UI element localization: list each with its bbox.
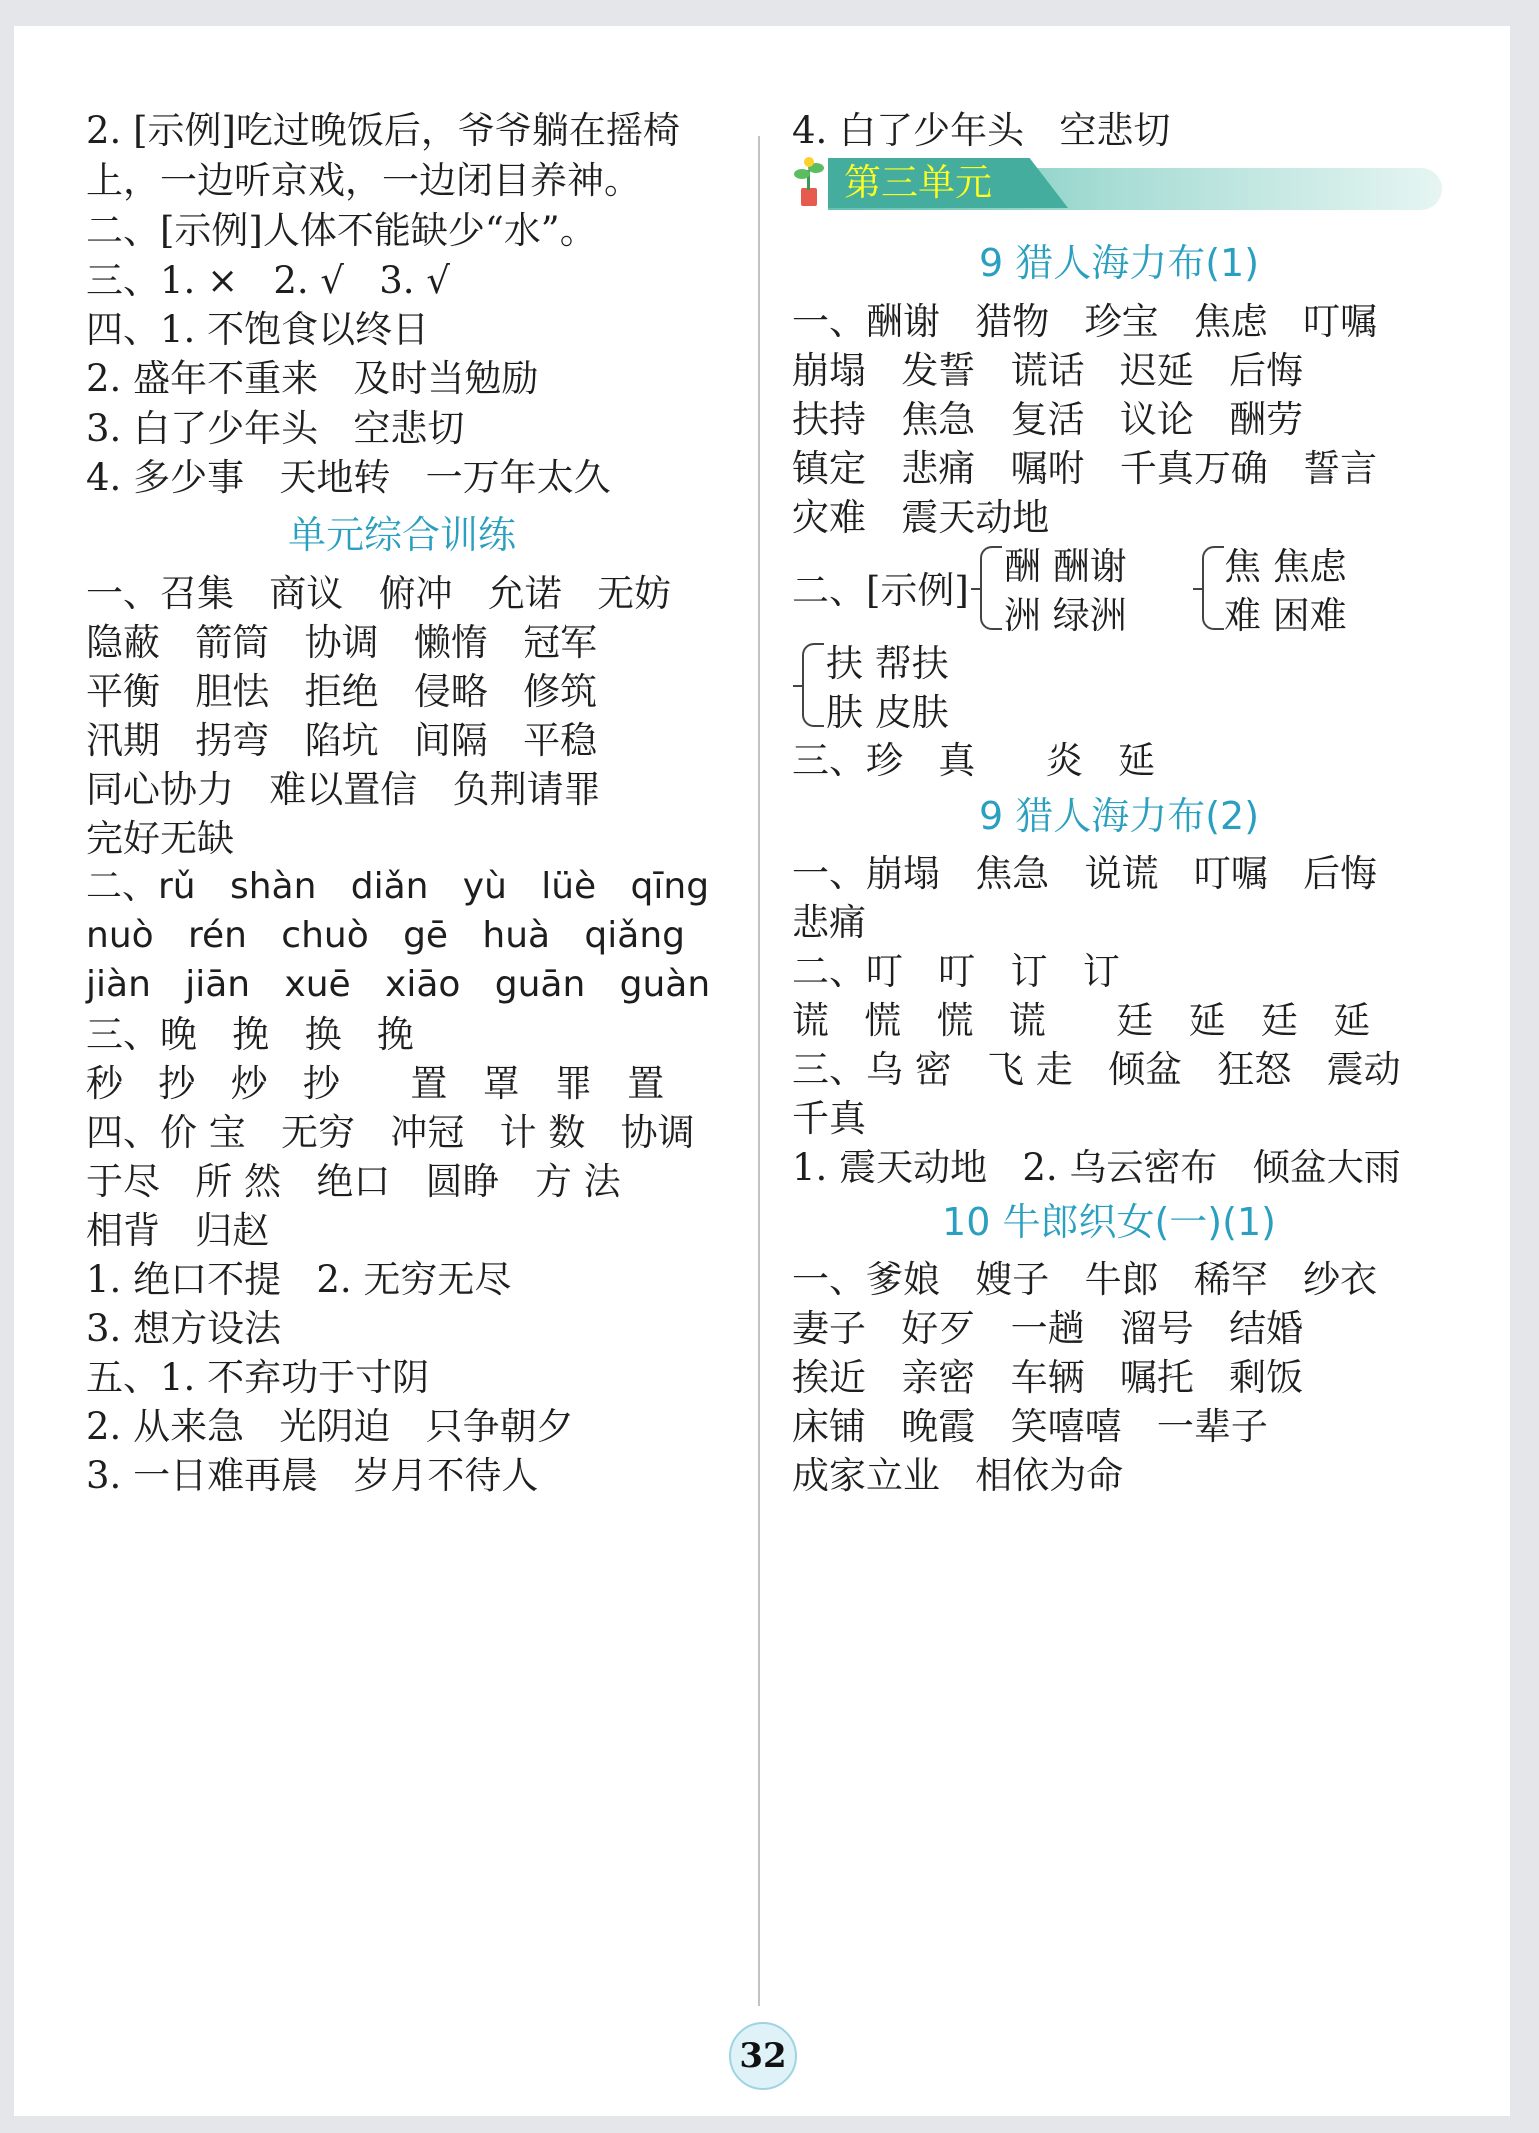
- answer-line: 四、价 宝 无穷 冲冠 计 数 协调: [86, 1111, 695, 1154]
- brace-item: 扶 帮扶: [826, 642, 949, 685]
- answer-line: 完好无缺: [86, 817, 234, 860]
- lesson-title: 10 牛郎织女(一)(1): [942, 1200, 1276, 1244]
- answer-line: 成家立业 相依为命: [792, 1454, 1124, 1497]
- answer-line: 于尽 所 然 绝口 圆睁 方 法: [86, 1160, 621, 1203]
- answer-line: 扶持 焦急 复活 议论 酬劳: [792, 398, 1304, 441]
- brace: [802, 643, 824, 727]
- answer-line: 二、叮 叮 订 订: [792, 950, 1120, 993]
- answer-line: 挨近 亲密 车辆 嘱托 剩饭: [792, 1356, 1304, 1399]
- answer-line: 1. 震天动地 2. 乌云密布 倾盆大雨: [792, 1146, 1401, 1189]
- answer-line: 上，一边听京戏，一边闭目养神。: [86, 159, 641, 202]
- answer-line: 2. [示例]吃过晚饭后，爷爷躺在摇椅: [86, 109, 680, 152]
- answer-line: 床铺 晚霞 笑嘻嘻 一辈子: [792, 1405, 1268, 1448]
- answer-line: 五、1. 不弃功于寸阴: [86, 1356, 430, 1399]
- brace: [980, 546, 1002, 630]
- lesson-title: 9 猎人海力布(1): [978, 241, 1260, 285]
- answer-line: 三、晚 挽 换 挽: [86, 1013, 414, 1056]
- answer-line: 同心协力 难以置信 负荆请罪: [86, 768, 601, 811]
- pinyin-line: jiàn jiān xuē xiāo guān guàn: [86, 964, 711, 1005]
- brace-item: 肤 皮肤: [826, 691, 949, 734]
- answer-line: 三、1. × 2. √ 3. √: [86, 259, 450, 302]
- answer-line: 三、珍 真 炎 延: [792, 739, 1156, 782]
- unit-banner: [792, 154, 1442, 214]
- answer-line: 四、1. 不饱食以终日: [86, 308, 430, 351]
- answer-line: 二、[示例]人体不能缺少“水”。: [86, 209, 597, 252]
- answer-line: 悲痛: [792, 901, 866, 944]
- answer-line: 3. 想方设法: [86, 1307, 282, 1350]
- answer-line: 2. 从来急 光阴迫 只争朝夕: [86, 1405, 574, 1448]
- answer-line: 三、乌 密 飞 走 倾盆 狂怒 震动: [792, 1048, 1401, 1091]
- answer-line: 一、爹娘 嫂子 牛郎 稀罕 纱衣: [792, 1258, 1378, 1301]
- answer-line: 镇定 悲痛 嘱咐 千真万确 誓言: [792, 447, 1378, 490]
- page-number: 32: [729, 2022, 797, 2090]
- answer-line: 3. 白了少年头 空悲切: [86, 407, 465, 450]
- answer-line: 相背 归赵: [86, 1209, 270, 1252]
- answer-line: 汛期 拐弯 陷坑 间隔 平稳: [86, 719, 598, 762]
- answer-line: 妻子 好歹 一趟 溜号 结婚: [792, 1307, 1304, 1350]
- pinyin-line: 二、rǔ shàn diǎn yù lüè qīng: [86, 866, 710, 907]
- answer-line: 一、召集 商议 俯冲 允诺 无妨: [86, 572, 672, 615]
- pinyin-line: nuò rén chuò gē huà qiǎng: [86, 915, 686, 956]
- unit-title: 第三单元: [844, 161, 992, 204]
- answer-line: 4. 白了少年头 空悲切: [792, 109, 1171, 152]
- answer-line: 隐蔽 箭筒 协调 懒惰 冠军: [86, 621, 598, 664]
- answer-line: 秒 抄 炒 抄 置 罩 罪 置: [86, 1062, 665, 1105]
- answer-line: 3. 一日难再晨 岁月不待人: [86, 1454, 539, 1497]
- question-label: 二、[示例]: [792, 569, 969, 612]
- answer-line: 一、崩塌 焦急 说谎 叮嘱 后悔: [792, 852, 1378, 895]
- answer-line: 一、酬谢 猎物 珍宝 焦虑 叮嘱: [792, 300, 1378, 343]
- lesson-title: 9 猎人海力布(2): [978, 794, 1260, 838]
- answer-line: 灾难 震天动地: [792, 496, 1050, 539]
- section-title: 单元综合训练: [287, 513, 516, 557]
- workbook-page: [14, 26, 1510, 2116]
- brace-item: 酬 酬谢: [1004, 545, 1127, 588]
- brace-item: 难 困难: [1224, 594, 1347, 637]
- answer-line: 千真: [792, 1097, 866, 1140]
- answer-line: 崩塌 发誓 谎话 迟延 后悔: [792, 349, 1304, 392]
- plant-icon: [792, 156, 826, 208]
- answer-line: 2. 盛年不重来 及时当勉励: [86, 357, 539, 400]
- answer-line: 4. 多少事 天地转 一万年太久: [86, 456, 611, 499]
- brace-item: 洲 绿洲: [1004, 594, 1127, 637]
- column-divider: [758, 136, 760, 2006]
- brace: [1202, 546, 1224, 630]
- answer-line: 平衡 胆怯 拒绝 侵略 修筑: [86, 670, 598, 713]
- answer-line: 1. 绝口不提 2. 无穷无尽: [86, 1258, 512, 1301]
- brace-item: 焦 焦虑: [1224, 545, 1347, 588]
- answer-line: 谎 慌 慌 谎 廷 延 廷 延: [792, 999, 1371, 1042]
